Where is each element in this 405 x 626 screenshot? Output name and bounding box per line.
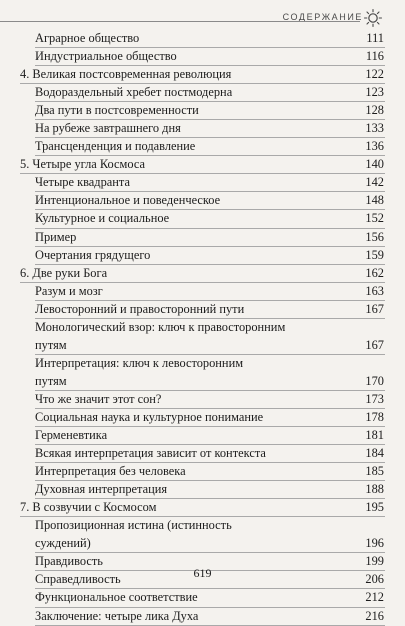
toc-page-number: 196: [365, 536, 384, 551]
toc-page-number: 159: [365, 247, 384, 262]
toc-entry-label: Социальная наука и культурное понимание: [35, 409, 264, 424]
toc-entry-label: Аграрное общество: [35, 31, 140, 45]
toc-page-number: 156: [365, 229, 384, 244]
toc-entry-row: [0, 373, 405, 391]
toc-page-number: 167: [365, 301, 384, 316]
toc-entry-label: 4. Великая постсовременная революция: [20, 67, 232, 82]
toc-entry-label: На рубеже завтрашнего дня: [35, 121, 181, 136]
toc-entry-label: Индустриальное общество: [35, 49, 177, 64]
toc-page-number: 128: [365, 103, 384, 118]
toc-page-number: 136: [365, 139, 384, 154]
toc-page-number: 163: [365, 283, 384, 298]
toc-entry-label: Пример: [35, 229, 77, 244]
toc-entry-label: Водораздельный хребет постмодерна: [35, 85, 233, 100]
toc-page-number: 195: [365, 500, 384, 515]
toc-entry-row: [0, 517, 405, 535]
toc-entry-label: Четыре квадранта: [35, 175, 130, 190]
toc-page-number: 181: [365, 428, 384, 443]
toc-entry-row: [0, 229, 405, 247]
section-title: СОДЕРЖАНИЕ: [282, 12, 363, 22]
toc-page-number: 142: [365, 175, 384, 190]
toc-entry-row: [0, 301, 405, 319]
toc-entry-row: [0, 391, 405, 409]
toc-entry-label: Левосторонний и правосторонний пути: [35, 301, 245, 316]
toc-page-number: 216: [365, 608, 384, 623]
toc-entry-label: Пропозиционная истина (истинность: [35, 518, 232, 533]
toc-entry-label: Заключение: четыре лика Духа: [35, 608, 199, 623]
toc-entry-label: Функциональное соответствие: [35, 590, 198, 605]
toc-page-number: 188: [365, 482, 384, 497]
toc-entry-row: [0, 445, 405, 463]
toc-entry-row: [0, 589, 405, 607]
toc-chapter-row: [0, 499, 405, 517]
toc-entry-row: [0, 463, 405, 481]
toc-entry-label: Интенциональное и поведенческое: [35, 193, 221, 208]
toc-entry-row: [0, 608, 405, 626]
toc-entry-label: Справедливость: [35, 572, 121, 587]
toc-entry-row: [0, 192, 405, 210]
toc-entry-label: Правдивость: [35, 554, 103, 569]
toc-page-number: 111: [366, 31, 384, 45]
toc-entry-label: Интерпретация без человека: [35, 464, 186, 479]
toc-page-number: 199: [365, 554, 384, 569]
sun-icon: [363, 8, 383, 28]
toc-entry-label: Интерпретация: ключ к левосторонним: [35, 355, 244, 370]
toc-entry-row: [0, 138, 405, 156]
running-header: [0, 0, 405, 24]
toc-entry-label: Монологический взор: ключ к правосторонним: [35, 319, 286, 334]
toc-page-number: 185: [365, 464, 384, 479]
toc-page-number: 184: [365, 446, 384, 461]
toc-chapter-row: [0, 66, 405, 84]
toc-chapter-row: [0, 265, 405, 283]
table-of-contents: [0, 30, 405, 626]
toc-page-number: 116: [365, 49, 384, 64]
toc-entry-row: [0, 409, 405, 427]
page-number: 619: [193, 566, 212, 580]
toc-page-number: 170: [365, 373, 384, 388]
toc-entry-row: [0, 120, 405, 138]
toc-page-number: 140: [365, 157, 384, 172]
toc-entry-label: Очертания грядущего: [35, 247, 151, 262]
toc-entry-row: [0, 247, 405, 265]
toc-entry-label: Разум и мозг: [35, 283, 103, 298]
toc-entry-label: Культурное и социальное: [35, 211, 170, 226]
toc-entry-label: 6. Две руки Бога: [20, 265, 108, 280]
toc-page-number: 167: [365, 337, 384, 352]
toc-entry-label: 5. Четыре угла Космоса: [20, 157, 146, 172]
toc-entry-label: Всякая интерпретация зависит от контекста: [35, 446, 266, 461]
toc-entry-label: Трансценденция и подавление: [35, 139, 196, 154]
toc-page-number: 152: [365, 211, 384, 226]
toc-entry-row: [0, 427, 405, 445]
toc-page-number: 173: [365, 391, 384, 406]
toc-entry-label: путям: [35, 337, 67, 352]
toc-page-number: 148: [365, 193, 384, 208]
toc-entry-label: Два пути в постсовременности: [35, 103, 199, 118]
toc-chapter-row: [0, 156, 405, 174]
toc-entry-row: [0, 337, 405, 355]
toc-page-number: 162: [365, 265, 384, 280]
toc-page-number: 206: [365, 572, 384, 587]
toc-entry-row: [0, 210, 405, 228]
toc-page-number: 122: [365, 67, 384, 82]
toc-rule: [35, 625, 385, 626]
toc-entry-label: Что же значит этот сон?: [35, 391, 162, 406]
toc-entry-row: [0, 355, 405, 373]
header-rule: [0, 21, 360, 22]
toc-entry-label: 7. В созвучии с Космосом: [20, 500, 157, 515]
toc-page-number: 123: [365, 85, 384, 100]
toc-entry-row: [0, 30, 405, 48]
toc-entry-row: [0, 102, 405, 120]
toc-entry-label: Герменевтика: [35, 428, 108, 443]
toc-page-number: 178: [365, 409, 384, 424]
toc-entry-row: [0, 319, 405, 337]
toc-entry-label: Духовная интерпретация: [35, 482, 168, 497]
toc-entry-row: [0, 174, 405, 192]
toc-page-number: 133: [365, 121, 384, 136]
toc-entry-label: суждений): [35, 536, 91, 551]
toc-page-number: 212: [365, 590, 384, 605]
toc-entry-row: [0, 481, 405, 499]
toc-entry-row: [0, 84, 405, 102]
toc-entry-row: [0, 283, 405, 301]
toc-entry-row: [0, 48, 405, 66]
toc-entry-row: [0, 535, 405, 553]
toc-entry-label: путям: [35, 373, 67, 388]
